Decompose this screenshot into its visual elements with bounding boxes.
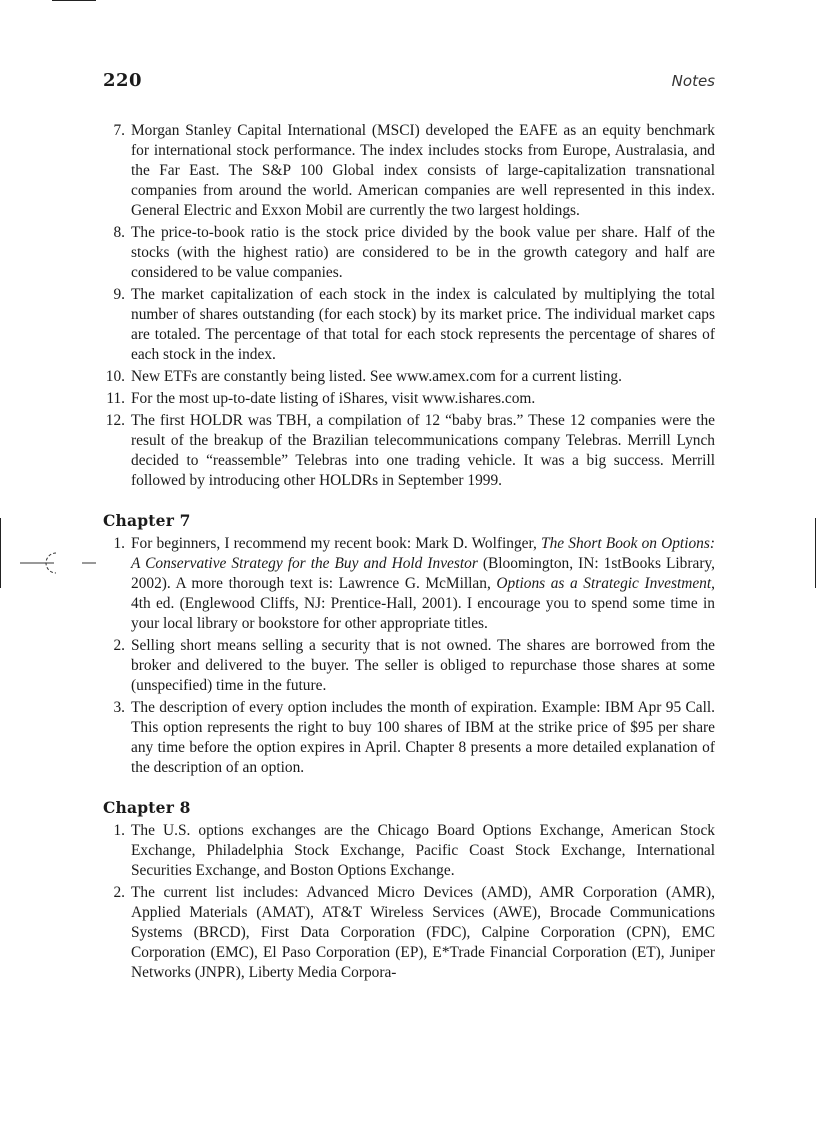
crop-mark-top-left xyxy=(52,0,96,1)
note-text-segment: For beginners, I recommend my recent book: Mark D. Wolfinger, xyxy=(131,535,542,552)
note-text: The current list includes: Advanced Micro Devices (AMD), AMR Corporation (AMR), Applied Materials (AMAT), AT&T Wireless Services (AWE), Brocade Communications Systems (BRCD), First Data Corporation (FDC), Calpine Corporation (CPN), EMC Corporation (EMC), El Paso Corporation (EP), E*Trade Financial Corporation (ET), Juniper Networks (JNPR), Liberty Media Corpora- xyxy=(131,884,715,981)
note-text: New ETFs are constantly being listed. See www.amex.com for a current listing. xyxy=(131,368,622,385)
note-text-segment: (Bloomington, IN: 1stBooks Library, 2002). A more thorough text is: Lawrence G. McMillan, xyxy=(131,555,715,592)
note-number: 2. xyxy=(113,637,125,654)
page-header xyxy=(103,70,715,94)
notes-content xyxy=(103,121,715,985)
note-number: 1. xyxy=(113,822,125,839)
note-number: 9. xyxy=(113,286,125,303)
note-text xyxy=(131,535,715,632)
note-item xyxy=(103,223,715,283)
chapter-heading: Chapter 8 xyxy=(103,798,191,817)
note-number: 11. xyxy=(106,390,125,407)
crop-mark-left xyxy=(0,518,1,588)
note-item xyxy=(103,698,715,778)
page-number: 220 xyxy=(103,70,143,91)
note-text: The first HOLDR was TBH, a compilation of 12 “baby bras.” These 12 companies were the result of the breakup of the Brazilian telecommunications company Telebras. Merrill Lynch decided to “reassemble” Telebras into one trading vehicle. It was a big success. Merrill followed by introducing other HOLDRs in September 1999. xyxy=(131,412,715,489)
note-text: Morgan Stanley Capital International (MSCI) developed the EAFE as an equity benchmark for international stock performance. The index includes stocks from Europe, Australasia, and the Far East. The S&P 100 Global index consists of large-capitalization transnational companies from around the world. American companies are well represented in this index. General Electric and Exxon Mobil are currently the two largest holdings. xyxy=(131,122,715,219)
note-number: 3. xyxy=(113,699,125,716)
note-text: The price-to-book ratio is the stock price divided by the book value per share. Half of the stocks (with the highest ratio) are considered to be in the growth category and half are considered to be value companies. xyxy=(131,224,715,281)
book-title: Options as a Strategic Investment xyxy=(496,575,712,592)
note-number: 1. xyxy=(113,535,125,552)
note-text: Selling short means selling a security that is not owned. The shares are borrowed from the broker and delivered to the buyer. The seller is obliged to repurchase those shares at some (unspecified) time in the future. xyxy=(131,637,715,694)
running-head: Notes xyxy=(671,72,715,90)
note-number: 10. xyxy=(105,368,125,385)
note-number: 12. xyxy=(105,412,125,429)
note-text: The market capitalization of each stock in the index is calculated by multiplying the total number of shares outstanding (for each stock) by its market price. The individual market caps are totaled. The percentage of that total for each stock represents the percentage of shares of each stock in the index. xyxy=(131,286,715,363)
note-item xyxy=(103,636,715,696)
note-text: The U.S. options exchanges are the Chicago Board Options Exchange, American Stock Exchange, Philadelphia Stock Exchange, Pacific Coast Stock Exchange, International Securities Exchange, and Boston Options Exchange. xyxy=(131,822,715,879)
note-text: The description of every option includes the month of expiration. Example: IBM Apr 95 Call. This option represents the right to buy 100 shares of IBM at the strike price of $95 per share any time before the option expires in April. Chapter 8 presents a more detailed explanation of the description of an option. xyxy=(131,699,715,776)
chapter-heading: Chapter 7 xyxy=(103,511,191,530)
note-number: 2. xyxy=(113,884,125,901)
notes-list xyxy=(103,121,715,491)
note-item xyxy=(103,821,715,881)
note-number: 8. xyxy=(113,224,125,241)
note-item xyxy=(103,534,715,634)
book-title: The Short Book on Options: A Conservative Strategy for the Buy and Hold Investor xyxy=(131,535,715,572)
note-item xyxy=(103,285,715,365)
notes-list xyxy=(103,821,715,983)
note-item xyxy=(103,389,715,409)
note-number: 7. xyxy=(113,122,125,139)
note-text-segment: , 4th ed. (Englewood Cliffs, NJ: Prentice-Hall, 2001). I encourage you to spend some time in your local library or bookstore for other appropriate titles. xyxy=(131,575,715,632)
note-item xyxy=(103,411,715,491)
note-text: For the most up-to-date listing of iShares, visit www.ishares.com. xyxy=(131,390,536,407)
note-item xyxy=(103,121,715,221)
note-item xyxy=(103,367,715,387)
notes-list xyxy=(103,534,715,778)
registration-mark-icon xyxy=(20,547,100,579)
note-item xyxy=(103,883,715,983)
